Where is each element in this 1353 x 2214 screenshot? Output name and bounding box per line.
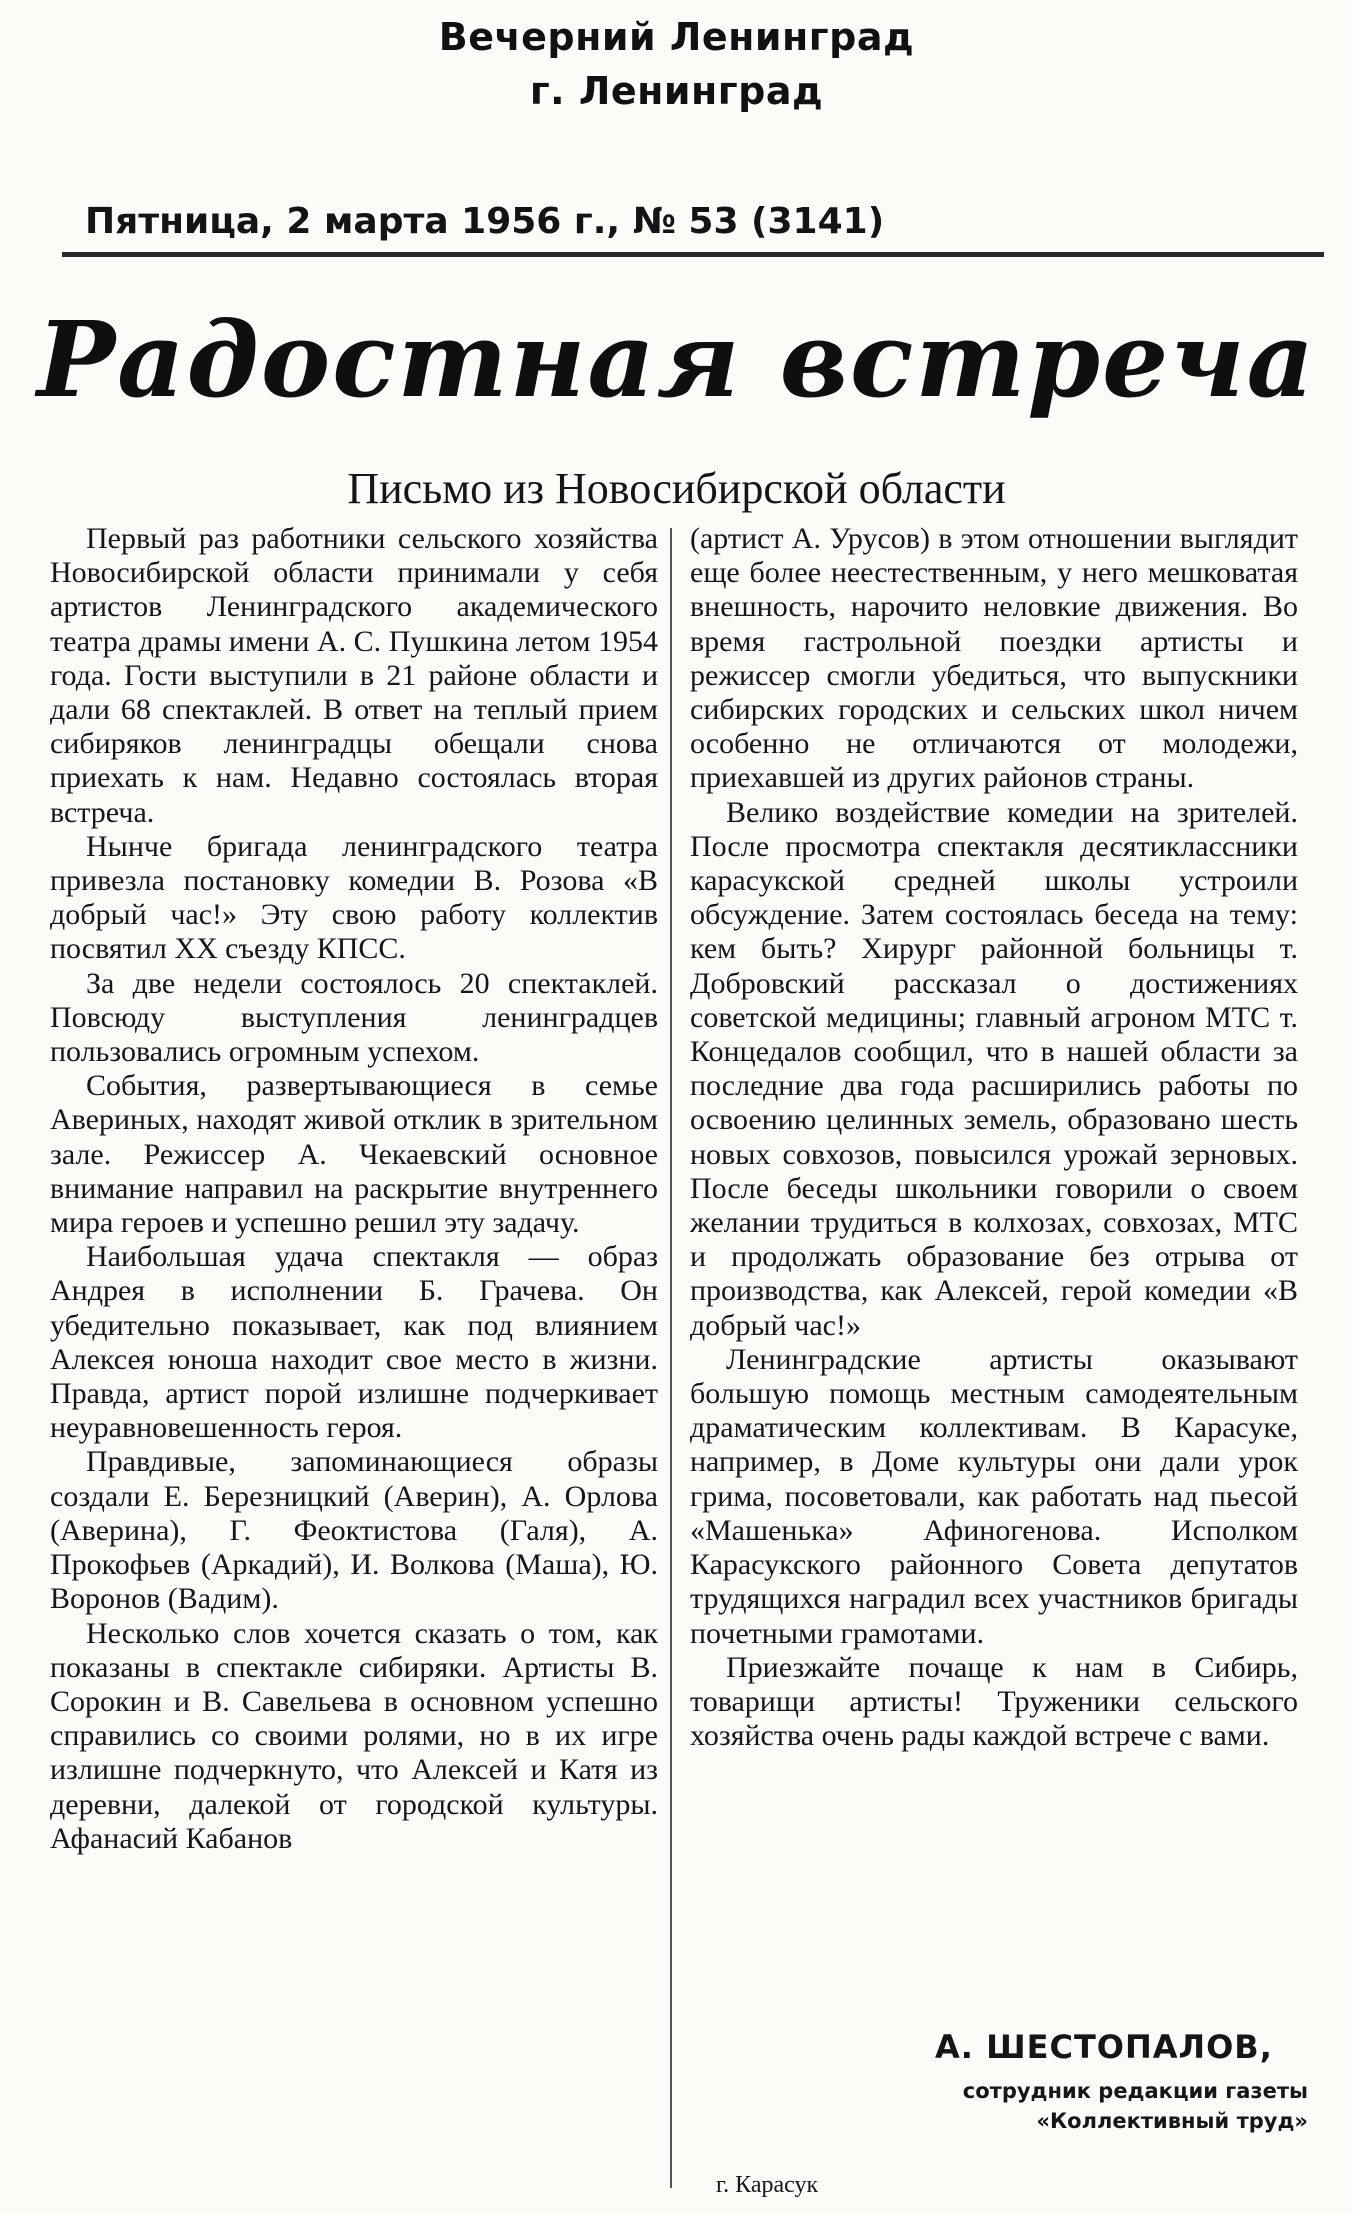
newspaper-title: Вечерний Ленинград — [438, 15, 915, 59]
paragraph: Правдивые, запоминающиеся образы создали Е. Березницкий (Аверин), А. Орлова (Аверина), Г. Феоктистова (Галя), А. Прокофьев (Аркадий), И. Волкова (Маша), Ю. Воронов (Вадим). — [50, 1445, 658, 1616]
paragraph: Ленинградские артисты оказывают большую помощь местным самодеятельным драматическим коллективам. В Карасуке, например, в Доме культуры они дали урок грима, посоветовали, как работать над пьесой «Машенька» Афиногенова. Исполком Карасукского районного Совета депутатов трудящихся наградил всех участников бригады почетными грамотами. — [690, 1342, 1298, 1650]
newspaper-city: г. Ленинград — [529, 69, 824, 113]
header-divider — [62, 252, 1324, 257]
paragraph-continued: (артист А. Урусов) в этом отношении выглядит еще более неестественным, у него мешковатая внешность, нарочито неловкие движения. Во время гастрольной поездки артисты и режиссер смогли убедиться, что выпускники сибирских городских и сельских школ ничем особенно не отличаются от молодежи, приехавшей из других районов страны. — [690, 522, 1298, 795]
article-column-right — [690, 522, 1298, 2192]
paragraph: События, развертывающиеся в семье Авериных, находят живой отклик в зрительном зале. Режиссер А. Чекаевский основное внимание направил на раскрытие внутреннего мира героев и успешно решил эту задачу. — [50, 1069, 658, 1240]
article-headline: Радостная встреча — [36, 298, 1317, 421]
paragraph: Нынче бригада ленинградского театра привезла постановку комедии В. Розова «В добрый час!» Эту свою работу коллектив посвятил XX съезду КПСС. — [50, 829, 658, 966]
paragraph: За две недели состоялось 20 спектаклей. Повсюду выступления ленинградцев пользовались огромным успехом. — [50, 966, 658, 1069]
author-name: А. ШЕСТОПАЛОВ, — [935, 2028, 1273, 2066]
author-position — [963, 2076, 1308, 2136]
column-divider — [670, 528, 672, 2188]
paragraph: Велико воздействие комедии на зрителей. После просмотра спектакля десятиклассники карасукской средней школы устроили обсуждение. Затем состоялась беседа на тему: кем быть? Хирург районной больницы т. Добровский рассказал о достижениях советской медицины; главный агроном МТС т. Концедалов сообщил, что в нашей области за последние два года расширились работы по освоению целинных земель, образовано шесть новых совхозов, повысился урожай зерновых. После беседы школьники говорили о своем желании трудиться в колхозах, совхозах, МТС и продолжать образование без отрыва от производства, как Алексей, герой комедии «В добрый час!» — [690, 795, 1298, 1342]
article-subheadline: Письмо из Новосибирской области — [347, 464, 1006, 513]
author-location: г. Карасук — [716, 2172, 819, 2198]
paragraph: Несколько слов хочется сказать о том, как показаны в спектакле сибиряки. Артисты В. Сорокин и В. Савельева в основном успешно справились со своими ролями, но в их игре излишне подчеркнуто, что Алексей и Катя из деревни, далекой от городской культуры. Афанасий Кабанов — [50, 1616, 658, 1855]
article-column-left — [50, 522, 658, 2192]
author-position-line1: сотрудник редакции газеты — [962, 2079, 1308, 2103]
author-position-line2: «Коллективный труд» — [1036, 2109, 1308, 2133]
paragraph: Наибольшая удача спектакля — образ Андрея в исполнении Б. Грачева. Он убедительно показывает, как под влиянием Алексея юноша находит свое место в жизни. Правда, артист порой излишне подчеркивает неуравновешенность героя. — [50, 1240, 658, 1445]
paragraph: Приезжайте почаще к нам в Сибирь, товарищи артисты! Труженики сельского хозяйства очень рады каждой встрече с вами. — [690, 1650, 1298, 1753]
issue-dateline: Пятница, 2 марта 1956 г., № 53 (3141) — [85, 201, 885, 242]
paragraph: Первый раз работники сельского хозяйства Новосибирской области принимали у себя артистов Ленинградского академического театра драмы имени А. С. Пушкина летом 1954 года. Гости выступили в 21 районе области и дали 68 спектаклей. В ответ на теплый прием сибиряков ленинградцы обещали снова приехать к нам. Недавно состоялась вторая встреча. — [50, 522, 658, 829]
